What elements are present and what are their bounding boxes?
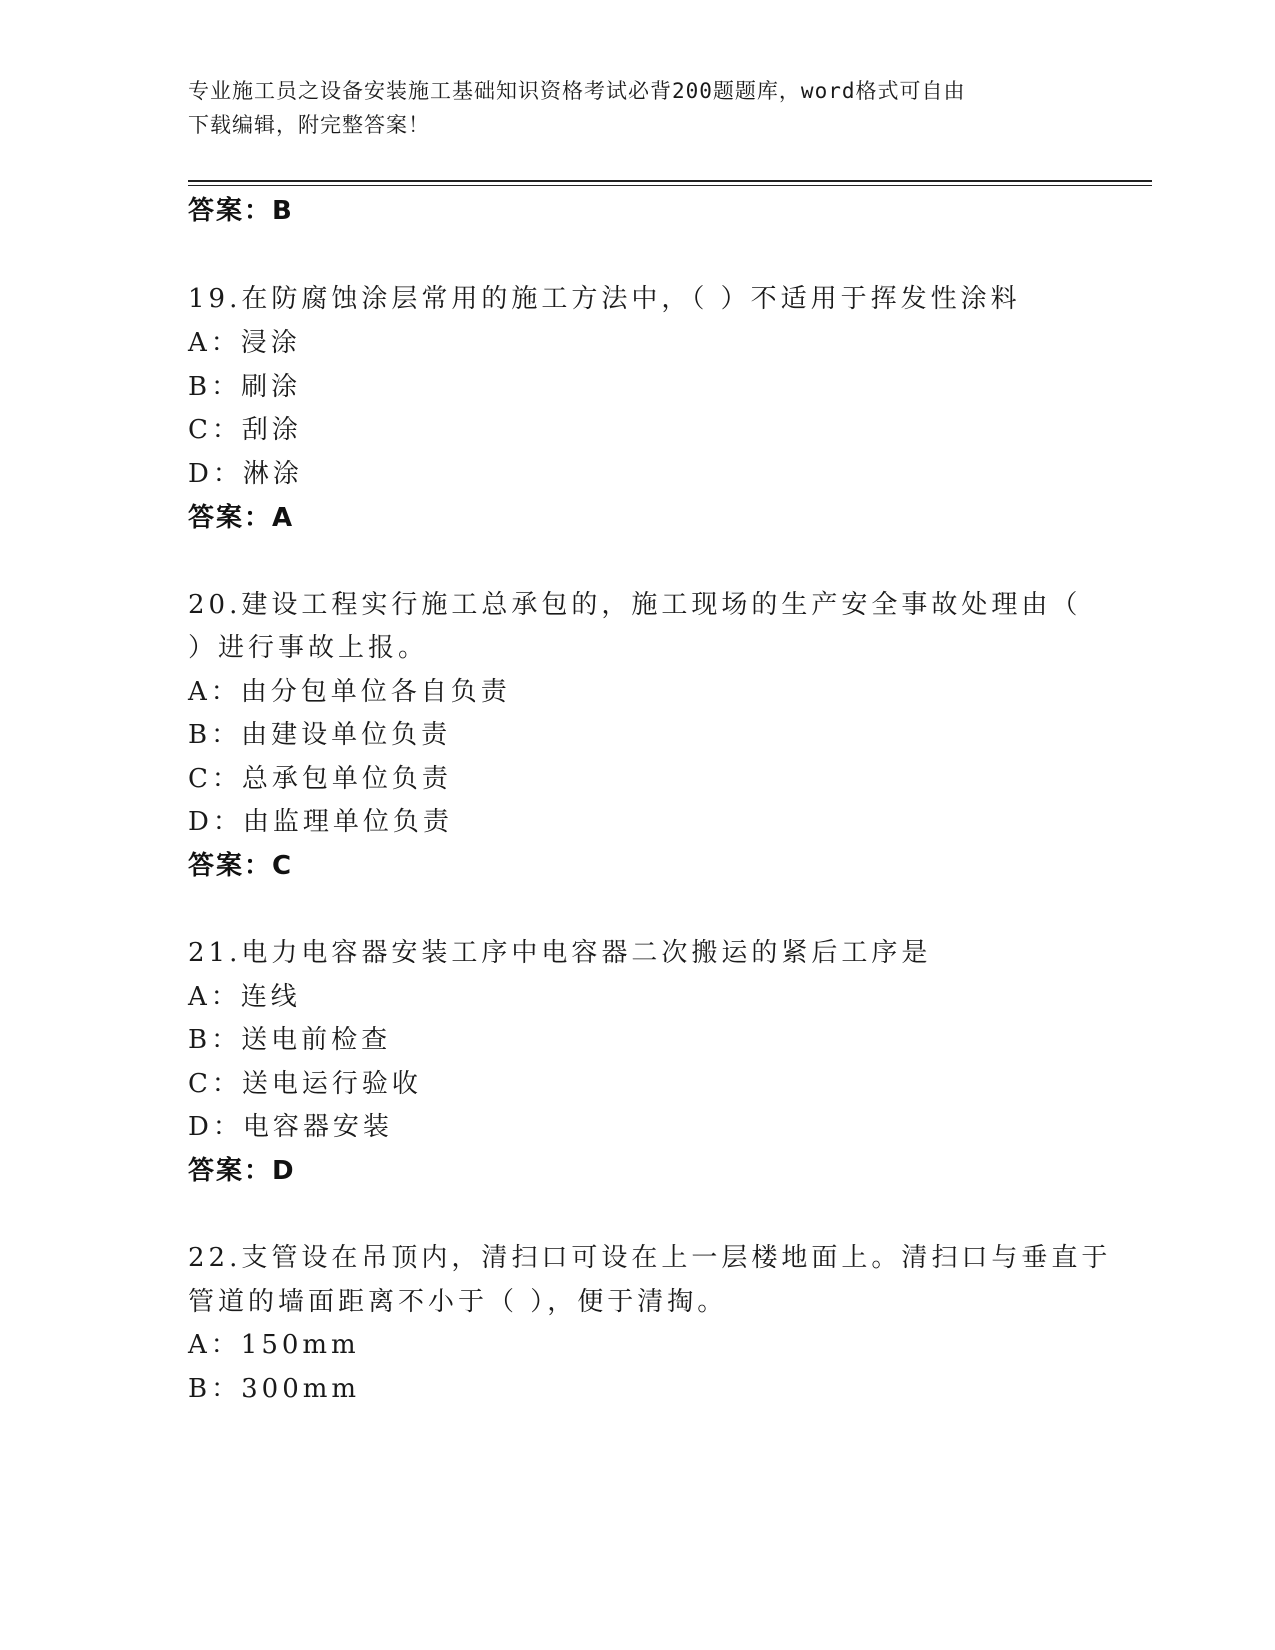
option-a: A：150mm: [188, 1330, 360, 1360]
option-d: D：淋涂: [188, 459, 303, 489]
question-stem-continued: 管道的墙面距离不小于（ ），便于清掏。: [188, 1287, 728, 1317]
option-a: A：浸涂: [188, 328, 301, 358]
answer-line: [188, 1150, 295, 1187]
answer-label: 答案：: [188, 851, 273, 881]
option-b: B：300mm: [188, 1374, 361, 1404]
answer-label: 答案：: [188, 196, 273, 226]
answer-label: 答案：: [188, 1156, 273, 1186]
header-line-2: 下载编辑，附完整答案！: [188, 113, 430, 137]
answer-line: [188, 190, 293, 227]
option-b: B：刷涂: [188, 372, 302, 402]
header-line-1: 专业施工员之设备安装施工基础知识资格考试必背200题题库，word格式可自由: [188, 79, 966, 103]
option-d: D：由监理单位负责: [188, 807, 453, 837]
question-stem-continued: ）进行事故上报。: [188, 633, 429, 663]
option-c: C：送电运行验收: [188, 1069, 422, 1099]
answer-line: [188, 845, 292, 882]
option-b: B：送电前检查: [188, 1025, 392, 1055]
document-header: [188, 74, 1088, 142]
answer-value: B: [272, 196, 293, 226]
answer-line: [188, 497, 293, 534]
answer-label: 答案：: [188, 503, 273, 533]
answer-value: D: [272, 1156, 295, 1186]
option-c: C：总承包单位负责: [188, 764, 452, 794]
option-a: A：由分包单位各自负责: [188, 677, 511, 707]
option-b: B：由建设单位负责: [188, 720, 452, 750]
question-stem: 22.支管设在吊顶内，清扫口可设在上一层楼地面上。清扫口与垂直于: [188, 1243, 1112, 1273]
option-d: D：电容器安装: [188, 1112, 393, 1142]
question-stem: 19.在防腐蚀涂层常用的施工方法中，（ ）不适用于挥发性涂料: [188, 284, 1021, 314]
answer-value: C: [272, 851, 293, 881]
option-c: C：刮涂: [188, 415, 302, 445]
question-stem: 20.建设工程实行施工总承包的，施工现场的生产安全事故处理由（: [188, 590, 1082, 620]
header-rule-thin: [188, 185, 1152, 186]
question-stem: 21.电力电容器安装工序中电容器二次搬运的紧后工序是: [188, 938, 932, 968]
header-rule-thick: [188, 180, 1152, 182]
option-a: A：连线: [188, 982, 301, 1012]
answer-value: A: [272, 503, 294, 533]
